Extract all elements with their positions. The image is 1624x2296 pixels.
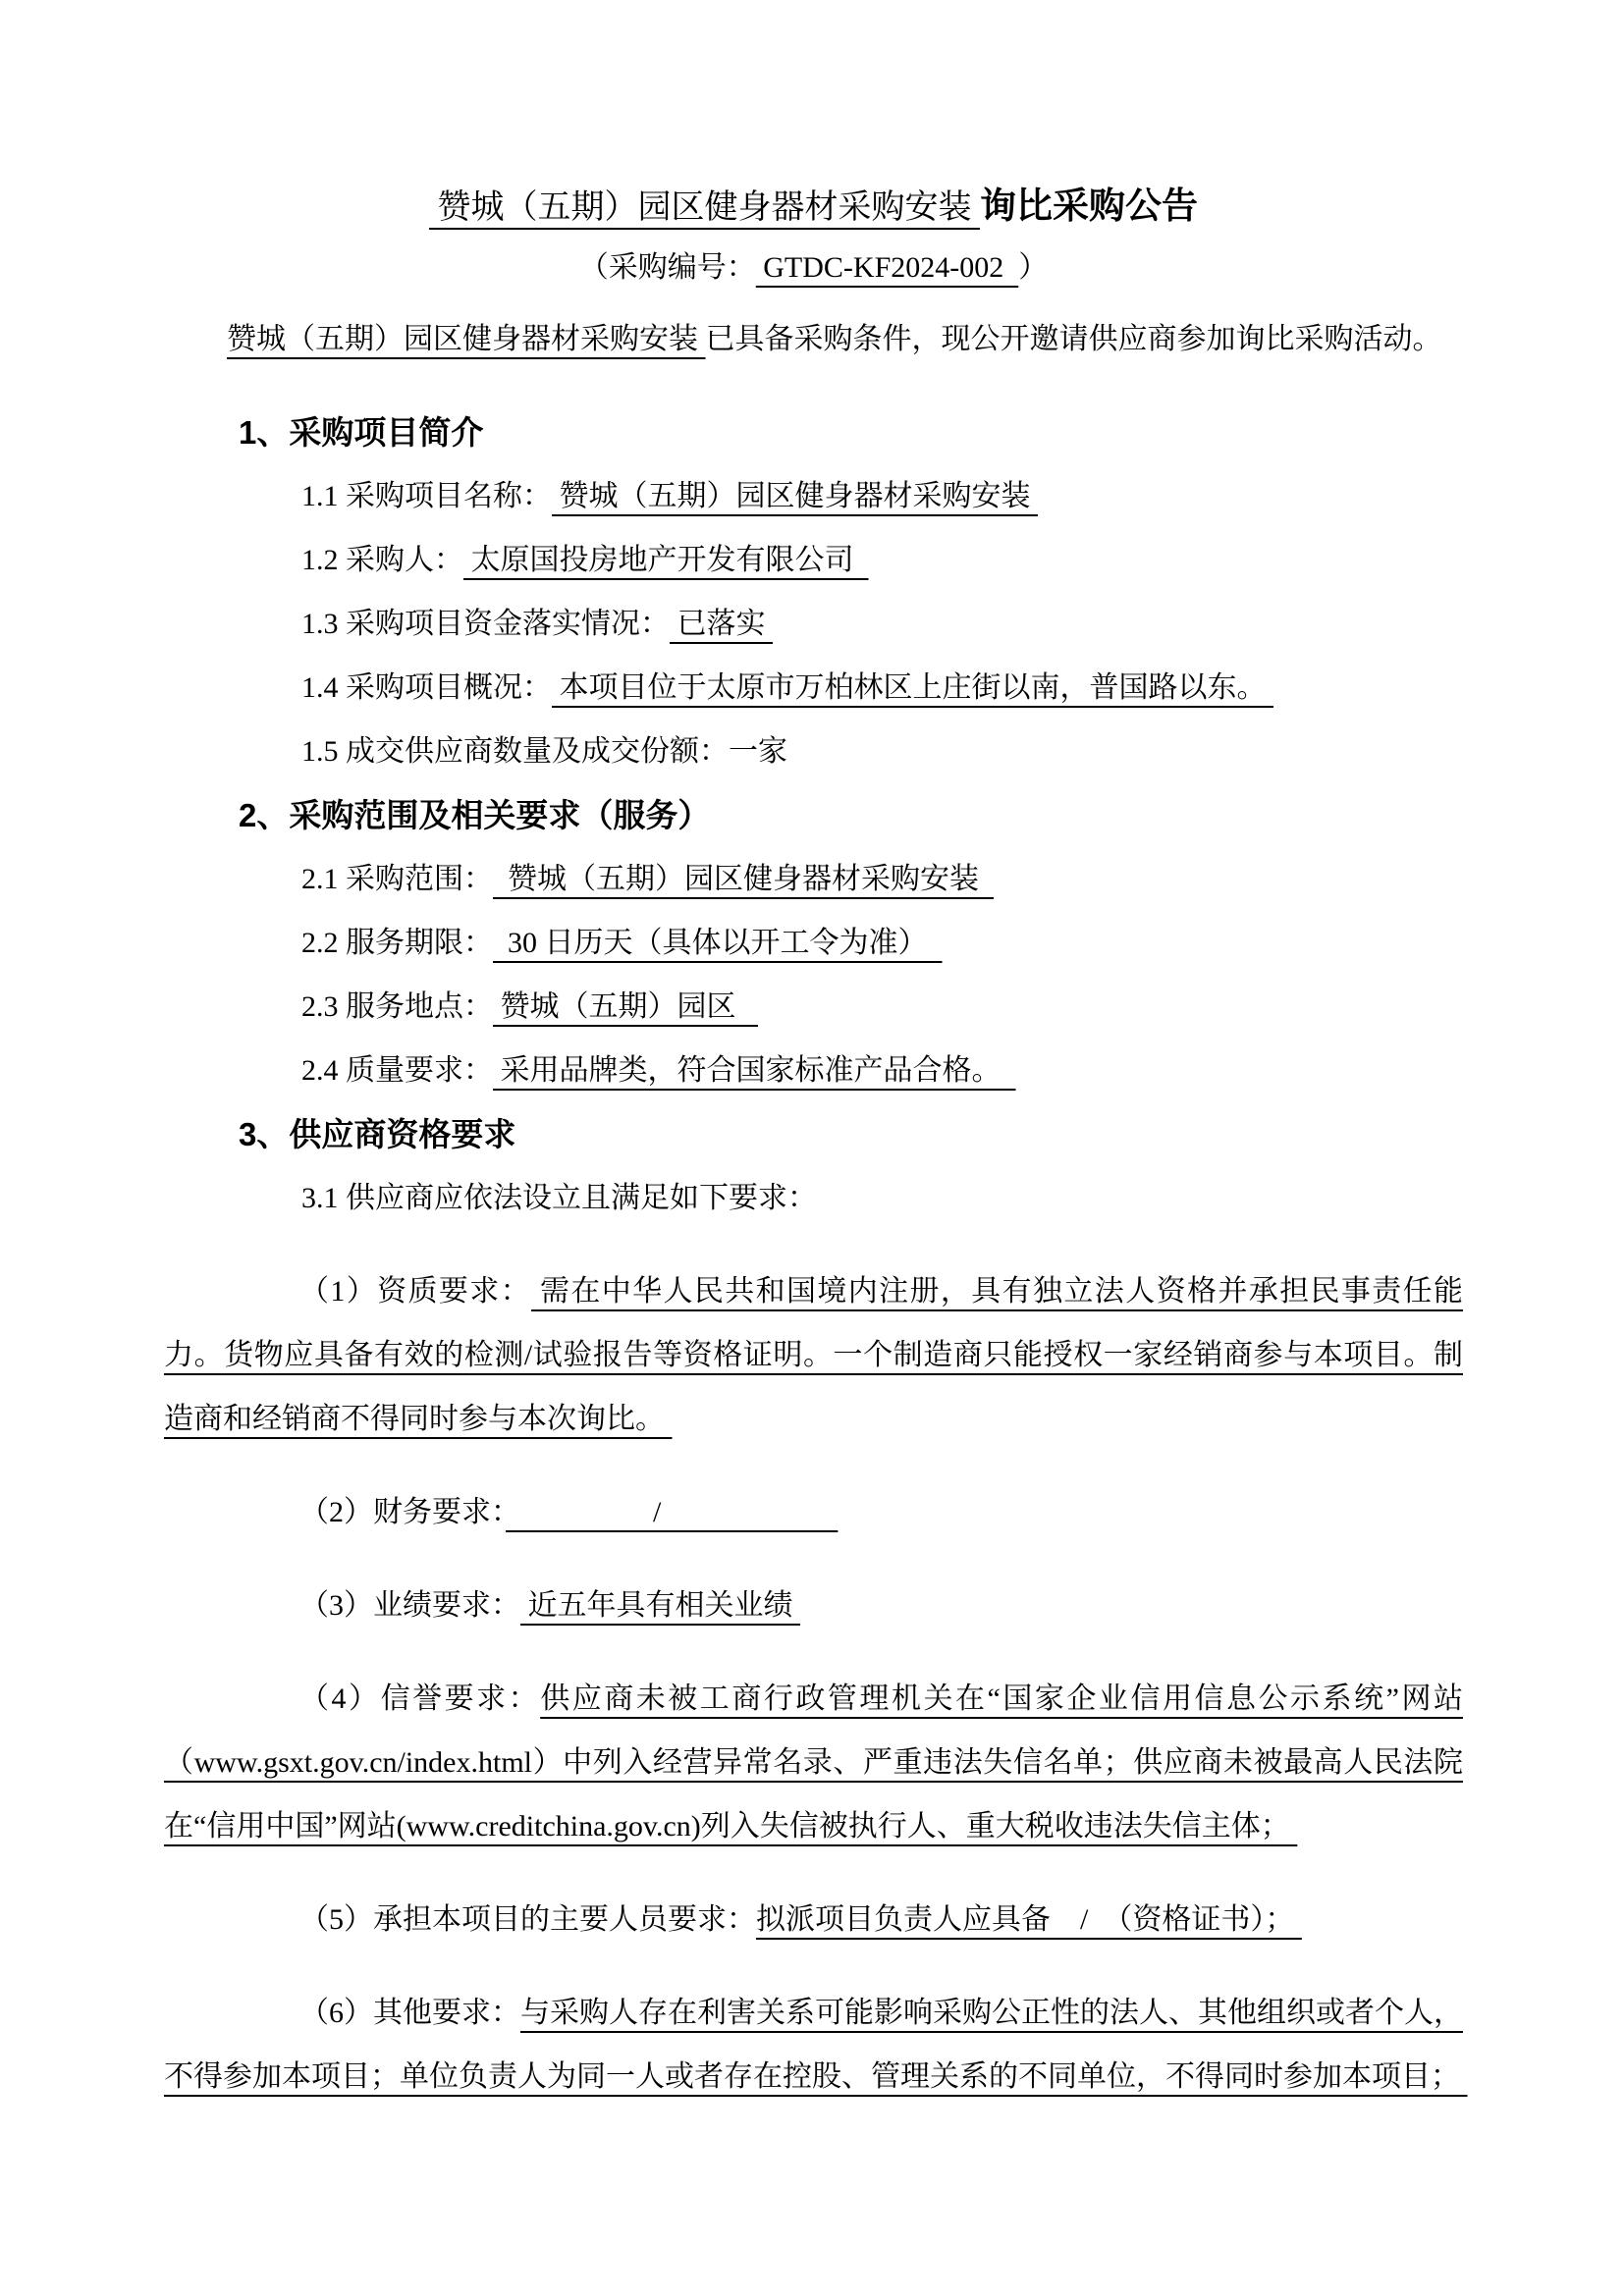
item-1-5 [164, 720, 1463, 783]
item-value: 已落实 [670, 608, 773, 640]
requirement-2-financial [164, 1480, 1463, 1544]
item-2-1 [164, 847, 1463, 911]
item-1-2 [164, 528, 1463, 592]
item-label: 1.3 采购项目资金落实情况： [301, 608, 670, 640]
requirement-6-other [164, 1981, 1468, 2109]
item-value: 赞城（五期）园区 [493, 990, 758, 1023]
item-2-4 [164, 1039, 1463, 1102]
req-value: 拟派项目负责人应具备 / （资格证书）； [756, 1903, 1302, 1936]
req-label: （4）信誉要求： [299, 1682, 541, 1715]
item-1-1 [164, 464, 1463, 528]
section-1-heading: 1、采购项目简介 [239, 414, 484, 451]
item-value: 采用品牌类，符合国家标准产品合格。 [493, 1054, 1016, 1087]
requirement-4-credit [164, 1667, 1463, 1858]
requirement-1-qualification [164, 1259, 1463, 1451]
item-1-3 [164, 592, 1463, 656]
item-1-4 [164, 656, 1463, 720]
title-project-name: 赞城（五期）园区健身器材采购安装 [429, 189, 980, 226]
req-value: 近五年具有相关业绩 [520, 1589, 800, 1622]
intro-text: 已具备采购条件，现公开邀请供应商参加询比采购活动。 [705, 323, 1442, 355]
item-value: 本项目位于太原市万柏林区上庄街以南，普国路以东。 [552, 671, 1273, 704]
req-label: （1）资质要求： [299, 1275, 532, 1308]
item-label: 1.2 采购人： [301, 544, 463, 576]
item-2-2 [164, 911, 1463, 975]
req-label: （6）其他要求： [299, 1997, 520, 2029]
item-value: 30 日历天（具体以开工令为准） [493, 927, 943, 959]
section-3-heading: 3、供应商资格要求 [239, 1116, 516, 1152]
req-label: （5）承担本项目的主要人员要求： [299, 1903, 756, 1936]
item-value: 赞城（五期）园区健身器材采购安装 [552, 480, 1038, 512]
req-label: （3）业绩要求： [299, 1589, 520, 1622]
req-value: / [506, 1496, 839, 1528]
code-prefix: （采购编号： [578, 251, 756, 284]
req-value: 需在中华人民共和国境内注册，具有独立法人资格并承担民事责任能力。货物应具备有效的检测/试验报告等资格证明。一个制造商只能授权一家经销商参与本项目。制造商和经销商不得同时参与本次询比。 [164, 1275, 1464, 1435]
item-label: 2.2 服务期限： [301, 927, 493, 959]
section-2-heading: 2、采购范围及相关要求（服务） [239, 797, 711, 833]
title-notice-type: 询比采购公告 [980, 186, 1198, 226]
req-label: （2）财务要求： [299, 1496, 506, 1528]
item-2-3 [164, 975, 1463, 1039]
item-label: 2.4 质量要求： [301, 1054, 493, 1087]
item-value: 太原国投房地产开发有限公司 [463, 544, 869, 576]
req-value: 供应商未被工商行政管理机关在“国家企业信用信息公示系统”网站（www.gsxt.gov.cn/index.html）中列入经营异常名录、严重违法失信名单；供应商未被最高人民法院在“信用中国”网站(www.creditchina.gov.cn)列入失信被执行人、重大税收违法失信主体； [164, 1682, 1463, 1842]
item-label: 2.3 服务地点： [301, 990, 493, 1023]
procurement-code-line [164, 237, 1463, 299]
item-value: 赞城（五期）园区健身器材采购安装 [493, 863, 994, 895]
intro-paragraph [164, 307, 1463, 371]
item-label: 2.1 采购范围： [301, 863, 493, 895]
req-value: 与采购人存在利害关系可能影响采购公正性的法人、其他组织或者个人，不得参加本项目；单位负责人为同一人或者存在控股、管理关系的不同单位，不得同时参加本项目； [164, 1997, 1468, 2093]
requirement-3-performance [164, 1574, 1463, 1637]
item-label: 1.5 成交供应商数量及成交份额：一家 [301, 735, 787, 768]
requirement-5-personnel [164, 1888, 1463, 1951]
intro-project-name: 赞城（五期）园区健身器材采购安装 [227, 323, 706, 355]
item-3-1: 3.1 供应商应依法设立且满足如下要求： [301, 1182, 817, 1214]
document-title [164, 182, 1463, 233]
procurement-code: GTDC-KF2024-002 [755, 251, 1019, 284]
code-suffix: ） [1018, 251, 1049, 284]
item-label: 1.4 采购项目概况： [301, 671, 552, 704]
item-label: 1.1 采购项目名称： [301, 480, 552, 512]
